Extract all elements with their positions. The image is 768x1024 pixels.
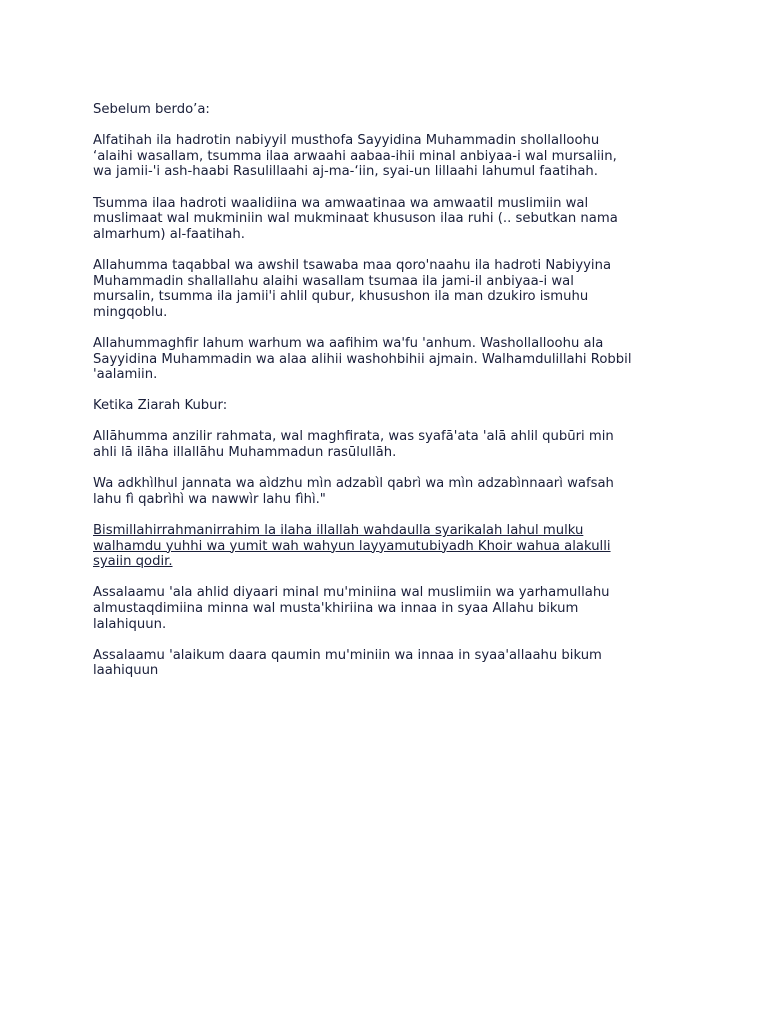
paragraph-assalaamu-ahlid — [93, 585, 683, 632]
text-line: Wa adkhìlhul jannata wa aìdzhu mìn adzabìl qabrì wa mìn adzabìnnaarì wafsah — [93, 476, 614, 492]
text-line: Alfatihah ila hadrotin nabiyyil musthofa Sayyidina Muhammadin shollalloohu — [93, 133, 600, 149]
text-line: wa jamii-'i ash-haabi Rasulillaahi aj-ma-‘iin, syai-un lillaahi lahumul faatihah. — [93, 164, 598, 180]
text-line: syaiin qodir. — [93, 554, 173, 570]
text-line: Muhammadin shallallahu alaihi wasallam tsumaa ila jami-il anbiyaa-i wal — [93, 273, 574, 289]
text-line: walhamdu yuhhi wa yumit wah wahyun layyamutubiyadh Khoir wahua alakulli — [93, 538, 611, 554]
paragraph-tsumma — [93, 196, 683, 243]
text-line: Allāhumma anzilir rahmata, wal maghfirata, was syafā'ata 'alā ahlil qubūri min — [93, 429, 614, 445]
paragraph-maghfir — [93, 336, 683, 383]
text-line: muslimaat wal mukminiin wal mukminaat khususon ilaa ruhi (.. sebutkan nama — [93, 211, 618, 227]
text-line: Assalaamu 'ala ahlid diyaari minal mu'miniina wal muslimiin wa yarhamullahu — [93, 585, 610, 601]
text-line: Allahummaghfir lahum warhum wa aafihim wa'fu 'anhum. Washollalloohu ala — [93, 335, 604, 351]
paragraph-taqabbal — [93, 258, 683, 320]
paragraph-anzilir — [93, 429, 683, 460]
text-line: almustaqdimiina minna wal musta'khiriina wa innaa in syaa Allahu bikum — [93, 601, 579, 616]
text-line: Ketika Ziarah Kubur: — [93, 398, 228, 414]
paragraph-adkhilhul — [93, 476, 683, 507]
text-line: ‘alaihi wasallam, tsumma ilaa arwaahi aabaa-ihii minal anbiyaa-i wal mursaliin, — [93, 148, 617, 164]
text-line: Sebelum berdo’a: — [93, 102, 210, 117]
text-line: 'aalamiin. — [93, 367, 158, 383]
paragraph-bismillah-underlined — [93, 523, 683, 570]
text-line: ahli lā ilāha illallāhu Muhammadun rasūlullāh. — [93, 445, 397, 461]
document-body — [93, 102, 683, 695]
text-line: almarhum) al-faatihah. — [93, 226, 245, 242]
text-line: Bismillahirrahmanirrahim la ilaha illallah wahdaulla syarikalah lahul mulku — [93, 523, 584, 539]
text-line: mursalin, tsumma ila jamii'i ahlil qubur, khusushon ila man dzukiro ismuhu — [93, 289, 589, 305]
text-line: lalahiquun. — [93, 616, 167, 632]
text-line: lahu fì qabrìhì wa nawwìr lahu fìhì." — [93, 491, 326, 507]
heading-before-prayer — [93, 102, 683, 118]
paragraph-assalaamu-alaikum — [93, 648, 683, 679]
text-line: Sayyidina Muhammadin wa alaa alihii washohbihii ajmain. Walhamdulillahi Robbil — [93, 351, 632, 367]
paragraph-alfatihah — [93, 133, 683, 180]
text-line: mingqoblu. — [93, 304, 168, 320]
heading-ziarah-kubur — [93, 398, 683, 414]
text-line: laahiquun — [93, 663, 159, 679]
text-line: Assalaamu 'alaikum daara qaumin mu'miniin wa innaa in syaa'allaahu bikum — [93, 647, 602, 663]
text-line: Allahumma taqabbal wa awshil tsawaba maa qoro'naahu ila hadroti Nabiyyina — [93, 257, 612, 273]
text-line: Tsumma ilaa hadroti waalidiina wa amwaatinaa wa amwaatil muslimiin wal — [93, 195, 589, 211]
